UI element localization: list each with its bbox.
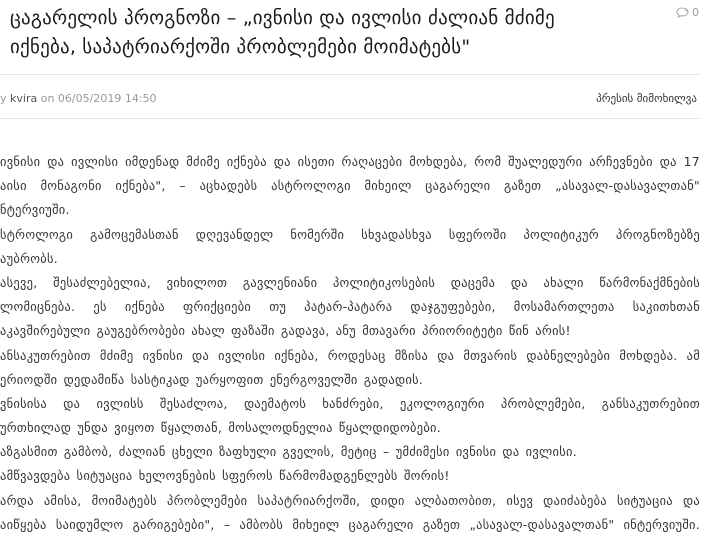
body-text-line: ვნისისა და ივლისს შესაძლოა, დაემატოს ხანძრები, ეკოლოგიური პრობლემები, განსაკუთრებით bbox=[0, 395, 700, 411]
category-link[interactable]: პრესის მიმოხილვა bbox=[596, 92, 697, 105]
title-line-2[interactable]: იქნება, საპატრიარქოში პრობლემები მოიმატებს" bbox=[10, 36, 471, 58]
body-text-line: აიწყება საიდუმლო გარიგებები", – ამბობს მიხეილ ცაგარელი გაზეთ „ასავალ-დასავალთან" ინტერვიუში. bbox=[0, 516, 700, 532]
body-text-line: ლომიცნება. ეს იქნება ფრიქციები თუ პატარ-პატარა დაჯგუფებები, მოსამართლეთა საკითხთან bbox=[0, 299, 700, 315]
divider bbox=[0, 74, 700, 75]
title-line-1[interactable]: ცაგარელის პროგნოზი – „ივნისი და ივლისი ძალიან მძიმე bbox=[10, 7, 555, 29]
body-text-line: ურთხილად უნდა ვიყოთ წყალთან, მოსალოდნელია წყალდიდობები. bbox=[0, 420, 442, 436]
body-text-line: აზგასმით გამბობ, ძალიან ცხელი ზაფხული გველის, მეტიც – უმძიმესი ივნისი და ივლისი. bbox=[0, 444, 577, 460]
article-meta bbox=[0, 92, 157, 105]
date-prefix: on bbox=[40, 92, 55, 105]
author-link[interactable]: kvira bbox=[10, 92, 38, 105]
comments-link[interactable] bbox=[676, 6, 699, 19]
divider bbox=[0, 118, 700, 119]
body-text-line: ნტერვიუში. bbox=[0, 202, 70, 218]
publish-date: 06/05/2019 14:50 bbox=[57, 92, 157, 105]
article-body bbox=[0, 150, 700, 537]
comment-count: 0 bbox=[692, 6, 699, 19]
comment-bubble-icon bbox=[676, 7, 689, 18]
author-prefix: y bbox=[0, 92, 7, 105]
body-text-line: ერიოდში დედამიწა სასტიკად უარყოფით ენერგოველში გადადის. bbox=[0, 371, 424, 387]
body-text-line: აისი მონაგონი იქნება", – აცხადებს ასტროლოგი მიხეილ ცაგარელი გაზეთ „ასავალ-დასავალთან" bbox=[0, 178, 700, 194]
body-text-line: ამწვავდება სიტუაცია ხელოვნების სფეროს წარმომადგენლებს შორის! bbox=[0, 468, 450, 484]
body-text-line: ანსაკუთრებით მძიმე ივნისი და ივლისი იქნება, როდესაც მზისა და მთვარის დაბნელებები მოხდება. ამ bbox=[0, 347, 700, 363]
body-text-line: აკავშირებული გაუგებრობები ახალ ფაზაში გადავა, ანუ მთავარი პრიორიტეტი წინ არის! bbox=[0, 323, 571, 339]
body-text-line: აუბრობს. bbox=[0, 250, 59, 266]
body-text-line: ასევე, შესაძლებელია, ვიხილოთ გავლენიანი პოლიტიკოსების დაცემა და ახალი წარმონაქმნების bbox=[0, 274, 700, 290]
body-text-line: სტროლოგი გამოცემასთან დღევანდელ ნომერში სხვადასხვა სფეროში პოლიტიკურ პროგნოზებზე bbox=[0, 226, 700, 242]
body-text-line: ივნისი და ივლისი იმდენად მძიმე იქნება და ისეთი რაღაცები მოხდება, რომ შუალედური არჩევნები და 17 bbox=[0, 154, 700, 169]
article-title[interactable] bbox=[10, 4, 650, 62]
body-text-line: არდა ამისა, მოიმატებს პრობლემები საპატრიარქოში, დიდი ალბათობით, ისევ დაიძაბება სიტუაცია და bbox=[0, 492, 700, 508]
